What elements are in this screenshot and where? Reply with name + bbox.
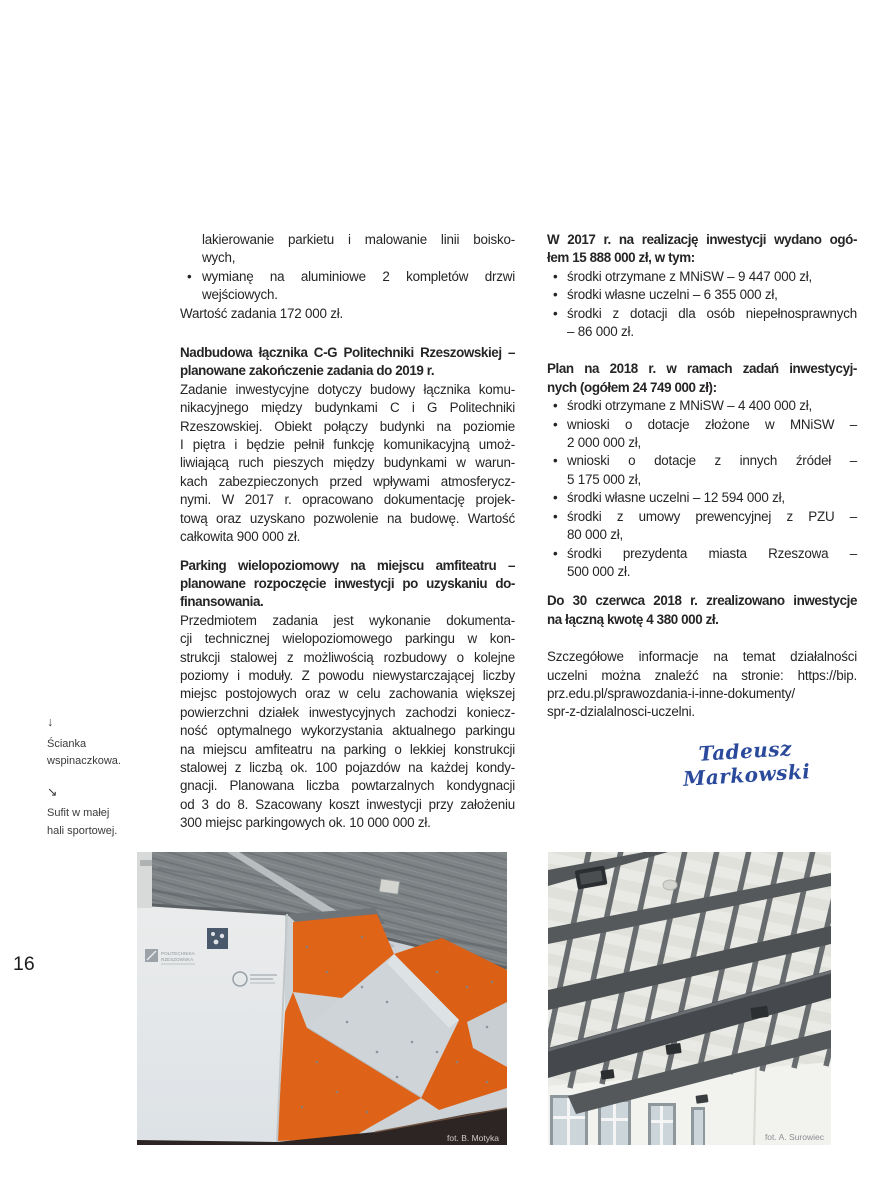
- text-line: środki własne uczelni – 12 594 000 zł,: [567, 490, 785, 506]
- text-line: lakierowanie parkietu i malowanie linii boisko-: [202, 232, 515, 247]
- text-line: uczelni można znaleźć na stronie: https://bip.: [547, 667, 857, 683]
- text-line: poziomy i moduły. Z powodu niewystarczającej liczby: [180, 667, 515, 683]
- text-line: miejsc postojowych oraz w celu zachowania większej: [180, 686, 515, 702]
- margin-note-text: [47, 805, 163, 840]
- right-column: [547, 231, 857, 722]
- down-arrow-icon: ↓: [47, 715, 54, 729]
- text-line: 300 miejsc parkingowych ok. 10 000 000 zł.: [180, 815, 431, 831]
- photo-credit: fot. B. Motyka: [447, 1133, 499, 1143]
- bullet-icon: •: [553, 453, 558, 469]
- text-line: Rzeszowskiej. Obiekt połączy budynki na poziomie: [180, 418, 515, 434]
- text-line: całkowita 900 000 zł.: [180, 529, 301, 545]
- list-item-text: [567, 508, 857, 545]
- text-line: Parking wielopoziomowy na miejscu amfiteatru –: [180, 557, 515, 573]
- text-line: prz.edu.pl/sprawozdania-i-inne-dokumenty/: [547, 685, 795, 701]
- text-line: Zadanie inwestycyjne dotyczy budowy łącznika komu-: [180, 381, 515, 397]
- list-item: [547, 489, 857, 507]
- list-item-text: [567, 545, 857, 582]
- text-line: powierzchni działek inwestycyjnych zachodzi koniecz-: [180, 704, 515, 720]
- down-right-arrow-icon: ↘: [47, 784, 58, 799]
- value-line: [180, 305, 515, 323]
- text-line: na miejscu amfiteatru na parking o lekkiej konstrukcji: [180, 741, 515, 757]
- text-line: wnioski o dotacje złożone w MNiSW –: [567, 416, 857, 432]
- text-line: I piętra i będzie pełnił funkcję komunikacyjną umoż-: [180, 437, 515, 453]
- logo-text: POLITECHNIKA: [161, 951, 195, 956]
- photo-climbing-wall: [137, 852, 507, 1145]
- bullet-icon: •: [553, 268, 558, 284]
- list-item-text: [567, 286, 857, 304]
- text-line: cji technicznej wielopoziomowego parkingu w kon-: [180, 631, 515, 647]
- text-line: strukcji stalowej z możliwością rozbudowy o kolejne: [180, 649, 515, 665]
- text-line: hali sportowej.: [47, 824, 118, 837]
- text-line: 2 000 000 zł,: [567, 435, 642, 451]
- list-item: [547, 268, 857, 286]
- section-heading: [180, 344, 515, 381]
- bullet-icon: •: [553, 287, 558, 303]
- margin-note-ceiling: [47, 784, 163, 841]
- text-line: 5 175 000 zł,: [567, 471, 642, 487]
- university-crest-logo: [207, 928, 228, 949]
- list-item: [547, 416, 857, 453]
- text-line: środki własne uczelni – 6 355 000 zł,: [567, 287, 778, 303]
- logo-text: RZESZOWSKA: [161, 957, 194, 962]
- text-line: wspinaczkowa.: [47, 755, 121, 767]
- text-line: Szczegółowe informacje na temat działalności: [547, 649, 857, 665]
- text-line: tową oraz uzyskano pozwolenie na budowę. Wartość: [180, 510, 515, 526]
- list-item-text: [567, 268, 857, 286]
- text-line: gnacji. Planowana liczba powtarzalnych kondygnacji: [180, 778, 515, 794]
- list-item-text: [567, 397, 857, 415]
- margin-note-text: [47, 736, 163, 771]
- text-line: Sufit w małej: [47, 807, 110, 819]
- bullet-icon: •: [187, 268, 192, 284]
- text-line: finansowania.: [180, 594, 264, 610]
- text-line: od 3 do 8. Szacowany koszt inwestycji przy założeniu: [180, 796, 515, 812]
- list-item: [547, 397, 857, 415]
- text-line: 500 000 zł.: [567, 563, 631, 579]
- text-line: – 86 000 zł.: [567, 324, 634, 340]
- text-line: Wartość zadania 172 000 zł.: [180, 305, 344, 321]
- text-line: kach zabezpieczonych przed wpływami atmosferycz-: [180, 473, 515, 489]
- page-number: 16: [13, 953, 35, 975]
- paragraph: [180, 381, 515, 547]
- list-item-text: [567, 416, 857, 453]
- text-line: wymianę na aluminiowe 2 kompletów drzwi: [202, 268, 515, 284]
- text-line: Ścianka: [47, 737, 87, 750]
- list-item: [547, 286, 857, 304]
- margin-note-climbing-wall: [47, 714, 163, 771]
- text-line: środki otrzymane z MNiSW – 9 447 000 zł,: [567, 268, 813, 284]
- text-line: środki z umowy prewencyjnej z PZU –: [567, 508, 857, 524]
- bullet-icon: •: [553, 508, 558, 524]
- text-line: środki prezydenta miasta Rzeszowa –: [567, 545, 857, 561]
- text-line: spr-z-dzialalnosci-uczelni.: [547, 704, 695, 720]
- text-line: środki z dotacji dla osób niepełnosprawnych: [567, 305, 857, 321]
- text-line: nych (ogółem 24 749 000 zł):: [547, 379, 717, 395]
- left-column: [180, 231, 515, 833]
- photo-credit: fot. A. Surowiec: [764, 1132, 824, 1142]
- politechnika-logo: [145, 949, 196, 964]
- text-line: wnioski o dotacje z innych źródeł –: [567, 453, 857, 469]
- list-item-text: [567, 452, 857, 489]
- bullet-icon: •: [553, 305, 558, 321]
- text-line: nikacyjnego między budynkami C i G Politechniki: [180, 400, 515, 416]
- text-line: W 2017 r. na realizację inwestycji wydano ogó-: [547, 232, 857, 247]
- bullet-icon: •: [553, 398, 558, 414]
- text-line: Nadbudowa łącznika C-G Politechniki Rzeszowskiej –: [180, 345, 515, 361]
- text-line: wych,: [202, 250, 236, 266]
- section-heading: [547, 360, 857, 397]
- text-line: środki otrzymane z MNiSW – 4 400 000 zł,: [567, 398, 813, 414]
- section-heading: [547, 592, 857, 629]
- bullet-icon: •: [553, 416, 558, 432]
- text-line: Do 30 czerwca 2018 r. zrealizowano inwestycje: [547, 593, 857, 609]
- signature: Tadeusz Markowski: [682, 736, 811, 791]
- section-heading: [180, 557, 515, 612]
- text-line: Plan na 2018 r. w ramach zadań inwestycyj-: [547, 361, 857, 377]
- list-item: [547, 545, 857, 582]
- section-heading: [547, 231, 857, 268]
- bullet-icon: •: [553, 490, 558, 506]
- photo-hall-ceiling: [548, 852, 831, 1145]
- margin-notes: [47, 714, 163, 840]
- bullet-continuation: [180, 231, 515, 268]
- text-line: stalowej z liczbą ok. 100 pojazdów na każdej kondy-: [180, 759, 515, 775]
- list-item: [547, 508, 857, 545]
- text-line: łem 15 888 000 zł, w tym:: [547, 250, 695, 266]
- text-line: planowane rozpoczęcie inwestycji po uzyskaniu do-: [180, 575, 515, 591]
- text-line: nymi. W 2017 r. opracowano dokumentację projek-: [180, 492, 515, 508]
- list-item: [180, 268, 515, 305]
- text-line: liwiającą ruch pieszych między budynkami w warun-: [180, 455, 515, 471]
- text-line: planowane zakończenie zadania do 2019 r.: [180, 363, 435, 379]
- text-line: Przedmiotem zadania jest wykonanie dokumenta-: [180, 612, 515, 628]
- text-line: ność optymalnego wykorzystania aktualnego parkingu: [180, 723, 515, 739]
- text-line: wejściowych.: [202, 287, 278, 303]
- list-item-text: [202, 268, 515, 305]
- paragraph: [547, 648, 857, 722]
- light-fixture: [379, 879, 400, 895]
- list-item-text: [567, 305, 857, 342]
- paragraph: [180, 612, 515, 833]
- list-item: [547, 305, 857, 342]
- text-line: 80 000 zł,: [567, 527, 624, 543]
- list-item-text: [567, 489, 857, 507]
- bullet-icon: •: [553, 545, 558, 561]
- text-line: na łączną kwotę 4 380 000 zł.: [547, 611, 719, 627]
- list-item: [547, 452, 857, 489]
